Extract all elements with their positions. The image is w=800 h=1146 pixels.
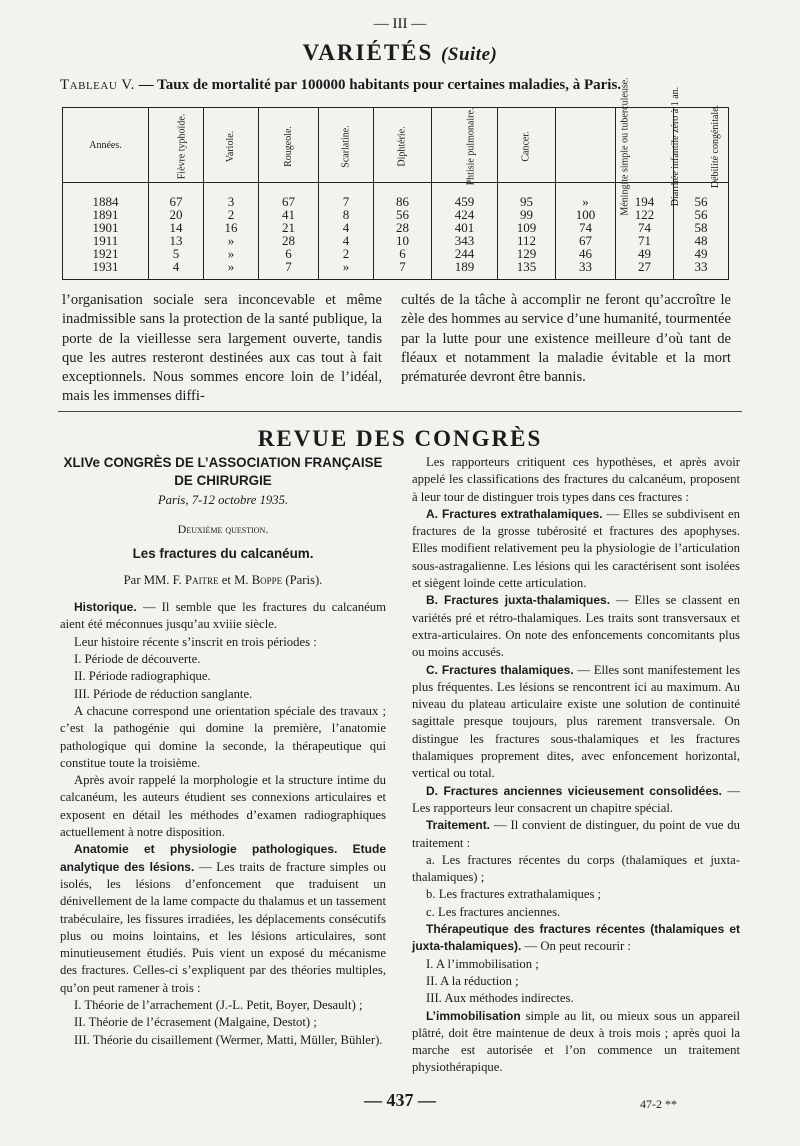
rate-cell: 48 bbox=[674, 234, 729, 247]
treatment-label: Traitement. bbox=[426, 818, 491, 833]
type-c-label: C. Fractures thalamiques. bbox=[426, 662, 574, 677]
rate-cell: 135 bbox=[498, 260, 556, 280]
question-label: Deuxième question. bbox=[177, 522, 269, 537]
paragraph bbox=[412, 592, 740, 661]
rate-cell: 401 bbox=[432, 221, 498, 234]
rate-cell: 74 bbox=[616, 221, 674, 234]
column-header bbox=[149, 108, 204, 183]
column-header-label: Diarrhée infantile zéro à 1 an. bbox=[670, 86, 682, 207]
column-header-year: Années. bbox=[63, 108, 149, 183]
list-item: III. Théorie du cisaillement (Wermer, Matti, Müller, Bühler). bbox=[74, 1032, 383, 1047]
paragraph bbox=[412, 817, 740, 852]
table-row bbox=[63, 234, 729, 247]
rate-cell: 5 bbox=[149, 247, 204, 260]
authors-suffix: (Paris). bbox=[285, 572, 323, 587]
rate-cell: 99 bbox=[498, 208, 556, 221]
paragraph bbox=[60, 599, 386, 634]
paragraph bbox=[60, 841, 386, 997]
left-column bbox=[60, 454, 386, 1049]
section-subtitle: (Suite) bbox=[441, 44, 498, 65]
rate-cell: 343 bbox=[432, 234, 498, 247]
column-header bbox=[374, 108, 432, 183]
paragraph: Les rapporteurs critiquent ces hypothèses, et après avoir appelé les classifications des fractures du calcanéum, proposent à leur tour de distinguer trois types dans ces fractures : bbox=[412, 455, 740, 504]
column-header-label: Méningite simple ou tuberculeuse. bbox=[619, 77, 631, 216]
rate-cell: 2 bbox=[319, 247, 374, 260]
column-header-label: Cancer. bbox=[520, 131, 532, 162]
column-header-label: Débilité congénitale. bbox=[710, 104, 722, 189]
rate-cell: 56 bbox=[674, 183, 729, 209]
type-d-text: — Les rapporteurs leur consacrent un chapitre spécial. bbox=[412, 783, 740, 815]
rate-cell: 67 bbox=[556, 234, 616, 247]
rate-cell: 459 bbox=[432, 183, 498, 209]
rate-cell: 67 bbox=[259, 183, 319, 209]
rate-cell: 6 bbox=[259, 247, 319, 260]
rate-cell: 49 bbox=[674, 247, 729, 260]
treatment-text: — Il convient de distinguer, du point de vue du traitement : bbox=[412, 818, 740, 850]
year-cell: 1931 bbox=[92, 259, 119, 274]
therapeutics-label: Thérapeutique des fractures récentes (thalamiques et juxta-thalamiques). bbox=[412, 922, 740, 954]
table-caption-text: — Taux de mortalité par 100000 habitants pour certaines maladies, à Paris. bbox=[138, 77, 622, 93]
type-b-text: — Elles se classent en variétés pré et rétro-thalamiques. Les traits sont transversaux et extra-articulaires. On note des enfoncements concomitants plus ou moins accusés. bbox=[412, 593, 741, 660]
column-header bbox=[259, 108, 319, 183]
rate-cell: 7 bbox=[374, 260, 432, 280]
year-cell: 1884 bbox=[92, 194, 119, 209]
section-title bbox=[0, 40, 800, 66]
column-header-label: Scarlatine. bbox=[340, 125, 352, 168]
anatomy-text: — Les traits de fracture simples ou isolés, les lésions d’enfoncement que traduisent un dénivellement de la lame compacte du thalamus et un tassement trabéculaire, les fissures irradiées, les déplacements consécutifs plus ou moins lointains, et les lésions articulaires, sont minutieusement étudiés. Puis vient un exposé du mécanisme des fractures. Celles-ci s’expliquent par des théories multiples, qu’on peut ramener à trois : bbox=[60, 859, 386, 995]
rate-cell: 95 bbox=[498, 183, 556, 209]
rate-cell: 112 bbox=[498, 234, 556, 247]
rate-cell: 16 bbox=[204, 221, 259, 234]
rate-cell: 27 bbox=[616, 260, 674, 280]
paragraph bbox=[412, 662, 740, 783]
subject-title: Les fractures du calcanéum. bbox=[132, 545, 314, 561]
rate-cell: 71 bbox=[616, 234, 674, 247]
table-caption bbox=[60, 77, 750, 94]
rate-cell: 20 bbox=[149, 208, 204, 221]
year-cell: 1901 bbox=[92, 220, 119, 235]
section-divider bbox=[58, 411, 742, 412]
list-item: c. Les fractures anciennes. bbox=[426, 904, 561, 919]
table-row bbox=[63, 260, 729, 280]
authors-prefix: Par MM. bbox=[123, 572, 170, 587]
therapeutics-text: — On peut recourir : bbox=[524, 939, 631, 954]
paragraph: Leur histoire récente s’inscrit en trois périodes : bbox=[74, 634, 317, 649]
historique-text: — Il semble que les fractures du calcanéum aient été méconnues jusqu’au xviiie siècle. bbox=[60, 600, 386, 632]
continued-text-right bbox=[401, 291, 731, 387]
rate-cell: 41 bbox=[259, 208, 319, 221]
rate-cell: 7 bbox=[259, 260, 319, 280]
list-item: III. Période de réduction sanglante. bbox=[74, 686, 253, 701]
rate-cell: 2 bbox=[204, 208, 259, 221]
rate-cell: » bbox=[556, 183, 616, 209]
list-item: III. Aux méthodes indirectes. bbox=[426, 991, 574, 1006]
rate-cell: 67 bbox=[149, 183, 204, 209]
rate-cell: 13 bbox=[149, 234, 204, 247]
revue-title: REVUE DES CONGRÈS bbox=[257, 426, 543, 451]
list-item: II. Période radiographique. bbox=[74, 669, 211, 684]
rate-cell: 14 bbox=[149, 221, 204, 234]
column-header bbox=[498, 108, 556, 183]
type-a-label: A. Fractures extrathalamiques. bbox=[426, 506, 603, 521]
immobilisation-text: simple au lit, ou mieux sous un appareil plâtré, doit être maintenue de deux à trois mois ; après quoi la marche est autorisée et l’on commence un traitement physiothérapique. bbox=[412, 1008, 740, 1075]
column-header bbox=[204, 108, 259, 183]
rate-cell: 129 bbox=[498, 247, 556, 260]
paragraph bbox=[412, 921, 740, 956]
historique-label: Historique. bbox=[74, 600, 137, 615]
paragraph: cultés de la tâche à accomplir ne feront qu’accroître le zèle des hommes au service d’une humanité, tourmentée par la lutte pour une existence meilleure d’où tant de fléaux et notamment la maladie évitable et la mort prématurée devront être bannis. bbox=[401, 292, 731, 386]
rate-cell: 86 bbox=[374, 183, 432, 209]
rate-cell: 21 bbox=[259, 221, 319, 234]
rate-cell: 3 bbox=[204, 183, 259, 209]
anatomy-label: Anatomie et physiologie pathologiques. Etude analytique des lésions. bbox=[60, 842, 386, 874]
type-a-text: — Elles se subdivisent en fractures de la grosse tubérosité et fractures des apophyses. Elles modifient relativement peu la physiologie de l’articulation sous-astragalienne. Les lésions qui les caractérisent sont isolées et siègent loinde cette articulation. bbox=[412, 506, 740, 591]
type-b-label: B. Fractures juxta-thalamiques. bbox=[426, 593, 611, 608]
rate-cell: » bbox=[319, 260, 374, 280]
year-cell: 1911 bbox=[92, 233, 119, 248]
rate-cell: 56 bbox=[374, 208, 432, 221]
right-column bbox=[412, 454, 740, 1077]
rate-cell: » bbox=[204, 260, 259, 280]
section-title-text: VARIÉTÉS bbox=[302, 40, 434, 65]
footer-code: 47-2 ** bbox=[640, 1097, 677, 1111]
continued-text-left bbox=[62, 291, 382, 407]
rate-cell: 49 bbox=[616, 247, 674, 260]
rate-cell: 4 bbox=[319, 221, 374, 234]
rate-cell: 33 bbox=[674, 260, 729, 280]
rate-cell: 194 bbox=[616, 183, 674, 209]
rate-cell: 424 bbox=[432, 208, 498, 221]
rate-cell: » bbox=[204, 247, 259, 260]
rate-cell: 10 bbox=[374, 234, 432, 247]
immobilisation-label: L’immobilisation bbox=[426, 1008, 521, 1023]
list-item: b. Les fractures extrathalamiques ; bbox=[426, 887, 602, 902]
authors-line bbox=[60, 572, 386, 589]
column-header-label: Rougeole. bbox=[282, 126, 294, 167]
congress-heading-line2: DE CHIRURGIE bbox=[174, 473, 272, 488]
column-header bbox=[432, 107, 498, 186]
rate-cell: 46 bbox=[556, 247, 616, 260]
year-cell: 1921 bbox=[92, 246, 119, 261]
rate-cell: 28 bbox=[259, 234, 319, 247]
rate-cell: 7 bbox=[319, 183, 374, 209]
column-header-label: Diphtérie. bbox=[396, 126, 408, 167]
rate-cell: 4 bbox=[149, 260, 204, 280]
authors-and: et M. bbox=[221, 572, 249, 587]
column-header-label: Fièvre typhoïde. bbox=[176, 113, 188, 180]
author-name: F. Paitre bbox=[172, 572, 219, 587]
rate-cell: 109 bbox=[498, 221, 556, 234]
rate-cell: » bbox=[204, 234, 259, 247]
rate-cell: 8 bbox=[319, 208, 374, 221]
paragraph bbox=[412, 1008, 740, 1077]
rate-cell: 58 bbox=[674, 221, 729, 234]
list-item: II. A la réduction ; bbox=[426, 973, 519, 988]
rate-cell: 4 bbox=[319, 234, 374, 247]
paragraph: Après avoir rappelé la morphologie et la structure intime du calcanéum, les auteurs étudient ses connexions articulaires et exposent en détail les méthodes d’examen radiographiques actuellement à notre disposition. bbox=[60, 773, 386, 840]
paragraph bbox=[412, 506, 740, 592]
list-item: a. Les fractures récentes du corps (thalamiques et juxta-thalamiques) ; bbox=[412, 852, 740, 885]
congress-heading-line1: XLIVe CONGRÈS DE L’ASSOCIATION FRANÇAISE bbox=[63, 455, 383, 470]
column-header bbox=[674, 104, 729, 189]
congress-date: Paris, 7-12 octobre 1935. bbox=[157, 493, 289, 507]
list-item: II. Théorie de l’écrasement (Malgaine, Destot) ; bbox=[74, 1015, 317, 1030]
author-name: Boppe bbox=[251, 572, 283, 587]
rate-cell: 28 bbox=[374, 221, 432, 234]
rate-cell: 122 bbox=[616, 208, 674, 221]
rate-cell: 33 bbox=[556, 260, 616, 280]
rate-cell: 100 bbox=[556, 208, 616, 221]
rate-cell: 74 bbox=[556, 221, 616, 234]
paragraph: l’organisation sociale sera inconcevable et même inadmissible sans la protection de la santé publique, la porte de la vieillesse sera largement ouverte, tandis que les autres resteront destinées aux cas tout à fait exceptionnels. Nous sommes encore loin de l’idéal, mais les immenses diffi- bbox=[62, 292, 382, 405]
type-c-text: — Elles sont manifestement les plus fréquentes. Les lésions se rencontrent ici au maximum. Au niveau du plateau articulaire existe une solution de continuité sagittale presque toujours, plus rarement transversale. On distingue les fractures sous-thalamiques et les fractures thalamiques proprement dites, avec enfoncement horizontal, vertical ou total. bbox=[412, 662, 741, 781]
year-cell: 1891 bbox=[92, 207, 119, 222]
column-header-label: Phtisie pulmonaire. bbox=[465, 107, 477, 186]
rate-cell: 244 bbox=[432, 247, 498, 260]
table-header-row bbox=[63, 108, 729, 183]
table-row bbox=[63, 247, 729, 260]
list-item: I. Période de découverte. bbox=[74, 652, 201, 667]
type-d-label: D. Fractures anciennes vicieusement consolidées. bbox=[426, 783, 722, 798]
list-item: I. Théorie de l’arrachement (J.-L. Petit, Boyer, Desault) ; bbox=[74, 998, 363, 1013]
column-header-label: Variole. bbox=[225, 130, 237, 163]
table-caption-lead: Tableau V. bbox=[60, 77, 135, 93]
paragraph: A chacune correspond une orientation spéciale des travaux ; c’est la pathogénie qui domine la première, l’anatomie pathologique qui domine la seconde, la thérapeutique qui constitue toute la troisième. bbox=[60, 703, 386, 770]
paragraph bbox=[412, 783, 740, 818]
list-item: I. A l’immobilisation ; bbox=[426, 956, 539, 971]
column-header bbox=[319, 108, 374, 183]
bottom-page-number: — 437 — bbox=[364, 1090, 436, 1110]
rate-cell: 189 bbox=[432, 260, 498, 280]
rate-cell: 56 bbox=[674, 208, 729, 221]
top-page-number: — III — bbox=[373, 16, 427, 32]
rate-cell: 6 bbox=[374, 247, 432, 260]
